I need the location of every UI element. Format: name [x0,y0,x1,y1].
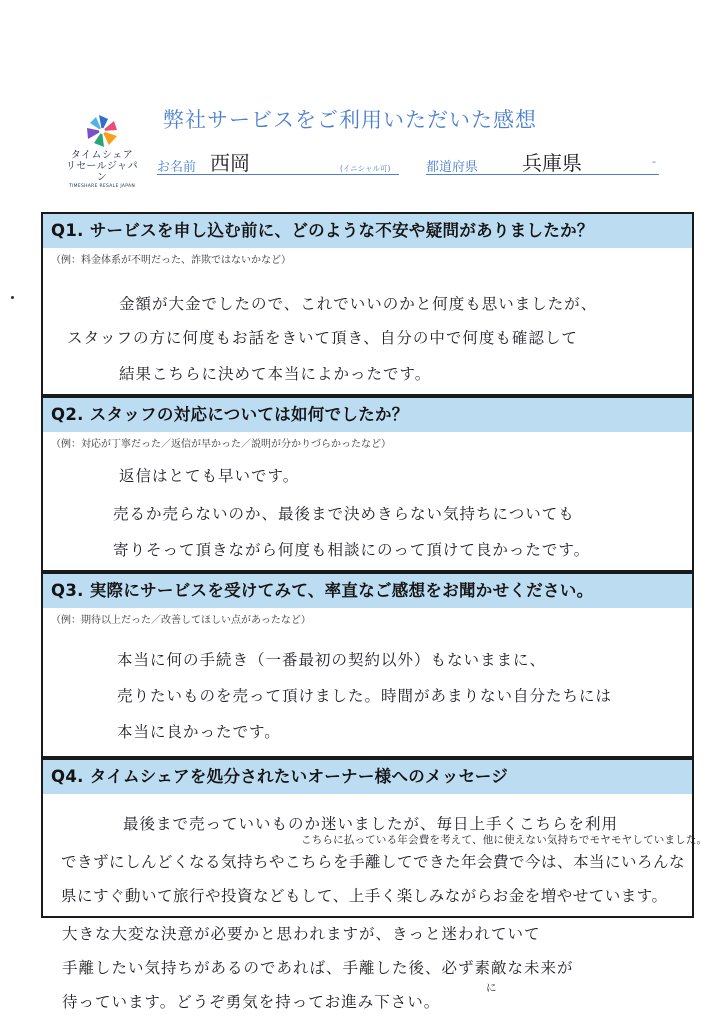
answer-line: 寄りそって頂きながら何度も相談にのって頂けて良かったです。 [113,541,591,559]
answer-line: スタッフの方に何度もお話をきいて頂き、自分の中で何度も確認して [67,329,578,347]
name-label: お名前 [157,160,197,175]
answer-line: 本当に何の手続き（一番最初の契約以外）もないままに、 [117,651,547,669]
answer-line: 金額が大金でしたので、これでいいのかと何度も思いましたが、 [119,295,598,313]
answer-line: 売りたいものを売って頂けました。時間があまりない自分たちには [117,687,613,705]
answer-insert-note: こちらに払っている年会費を考えて、他に使えない気持ちでモヤモヤしていました。 [301,834,708,846]
question-title: Q4. タイムシェアを処分されたいオーナー様へのメッセージ [43,760,692,794]
answer-line: 売るか売らないのか、最後まで決めきらない気持ちについても [113,505,575,523]
answer-line: 最後まで売っていいものか迷いましたが、毎日上手くこちらを利用 [123,815,619,833]
insertion-mark: に [486,982,497,994]
closing-line: 待っています。どうぞ勇気を持ってお進み下さい。 [62,993,441,1011]
logo-text-jp-1: タイムシェア [70,150,134,161]
answer-line: 結果こちらに決めて本当によかったです。 [119,365,432,383]
question-example: （例：対応が丁寧だった／返信が早かった／説明が分かりづらかったなど） [51,439,391,450]
answer-line: 返信はとても早いです。 [119,467,300,485]
name-underline [157,174,399,175]
pinwheel-logo-icon [83,112,121,150]
question-title: Q1. サービスを申し込む前に、どのような不安や疑問がありましたか？ [43,214,692,248]
question-section-3 [41,572,694,758]
question-title: Q2. スタッフの対応については如何でしたか？ [43,398,692,432]
prefecture-underline [426,174,659,175]
closing-line: 手離したい気持ちがあるのであれば、手離した後、必ず素敵な未来が [62,959,574,977]
initial-note: (イニシャル可) [340,164,391,173]
question-example: （例：料金体系が不明だった、詐欺ではないかなど） [51,255,291,266]
question-title: Q3. 実際にサービスを受けてみて、率直なご感想をお聞かせください。 [43,574,692,608]
prefecture-value: 兵庫県 [522,151,582,175]
question-example: （例：期待以上だった／改善してほしい点があったなど） [51,615,311,626]
logo-text-en: TIMESHARE RESALE JAPAN [68,184,136,189]
page-title: 弊社サービスをご利用いただいた感想 [163,108,537,132]
company-logo [62,112,142,190]
stray-dot [11,296,14,299]
logo-text-jp-2: リセールジャパン [65,161,139,183]
prefecture-label: 都道府県 [426,160,479,175]
closing-line: 大きな大変な決意が必要かと思われますが、きっと迷われていて [62,925,541,943]
answer-line: できずにしんどくなる気持ちやこちらを手離してできた年会費で今は、本当にいろんな [61,853,686,871]
question-section-1 [41,212,694,396]
answer-line: 県にすぐ動いて旅行や投資などもして、上手く楽しみながらお金を増やせています。 [61,887,668,905]
name-value: 西岡 [210,151,250,175]
question-section-2 [41,396,694,572]
answer-line: 本当に良かったです。 [117,723,281,741]
dash-mark: - [652,155,656,168]
question-section-4 [41,758,708,918]
